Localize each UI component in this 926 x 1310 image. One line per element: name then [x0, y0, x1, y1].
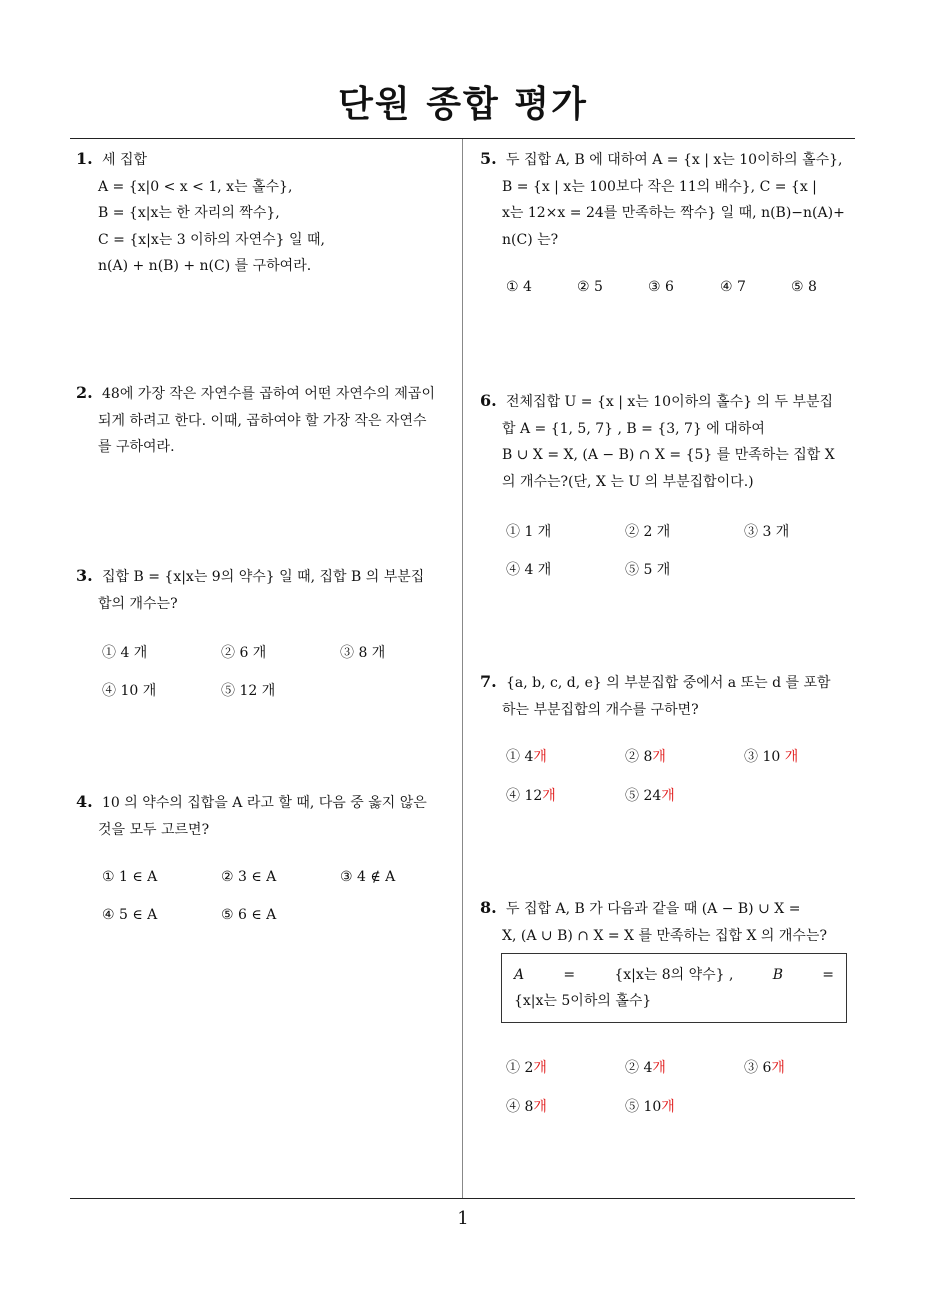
choice-3[interactable]: ③ 6 — [648, 279, 674, 295]
question-number: 1. — [76, 149, 93, 168]
question-number: 3. — [76, 566, 93, 585]
choice-4[interactable]: ④ 4 개 — [506, 562, 552, 578]
question-1 — [76, 146, 458, 280]
choice-1[interactable]: ① 4 개 — [102, 645, 148, 661]
choice-3[interactable]: ③ 6개 — [744, 1060, 785, 1076]
question-text: 의 개수는?(단, X 는 U 의 부분집합이다.) — [502, 473, 754, 490]
choice-2[interactable]: ② 5 — [577, 279, 603, 295]
set-b-label: B — [772, 967, 783, 983]
question-text: 되게 하려고 한다. 이때, 곱하여야 할 가장 작은 자연수 — [98, 412, 427, 429]
bottom-rule — [70, 1198, 855, 1199]
question-text: X, (A ∪ B) ∩ X = X 를 만족하는 집합 X 의 개수는? — [502, 927, 827, 944]
equals-sign: = — [563, 967, 576, 983]
choice-4[interactable]: ④ 8개 — [506, 1099, 547, 1115]
question-text: {a, b, c, d, e} 의 부분집합 중에서 a 또는 d 를 포함 — [506, 675, 831, 691]
question-text: B = {x|x는 한 자리의 짝수}, — [98, 205, 280, 221]
question-7 — [480, 669, 860, 723]
question-4 — [76, 789, 458, 843]
choice-1[interactable]: ① 2개 — [506, 1060, 547, 1076]
choice-2[interactable]: ② 8개 — [625, 749, 666, 765]
question-text: 집합 B = {x|x는 9의 약수} 일 때, 집합 B 의 부분집 — [102, 569, 425, 585]
question-text: x는 12×x = 24를 만족하는 짝수} 일 때, n(B)−n(A)+ — [502, 205, 845, 221]
question-text: 세 집합 — [102, 152, 148, 168]
choice-1[interactable]: ① 1 개 — [506, 524, 552, 540]
question-number: 5. — [480, 149, 497, 168]
question-text: B ∪ X = X, (A − B) ∩ X = {5} 를 만족하는 집합 X — [502, 447, 835, 463]
question-text: A = {x|0 < x < 1, x는 홀수}, — [98, 178, 293, 195]
question-text: n(C) 는? — [502, 231, 559, 248]
question-text: 합 A = {1, 5, 7} , B = {3, 7} 에 대하여 — [502, 420, 765, 437]
question-text: 전체집합 U = {x | x는 10이하의 홀수} 의 두 부분집 — [506, 394, 834, 410]
question-text: 를 구하여라. — [98, 439, 175, 455]
question-number: 2. — [76, 383, 93, 402]
question-text: 48에 가장 작은 자연수를 곱하여 어떤 자연수의 제곱이 — [102, 386, 435, 402]
choice-4[interactable]: ④ 7 — [720, 279, 746, 295]
choice-3[interactable]: ③ 3 개 — [744, 524, 790, 540]
question-8 — [480, 895, 860, 949]
choice-5[interactable]: ⑤ 6 ∈ A — [221, 907, 277, 923]
set-a-definition: {x|x는 8의 약수} , — [614, 967, 734, 983]
choice-2[interactable]: ② 4개 — [625, 1060, 666, 1076]
column-divider — [462, 139, 463, 1198]
set-a-label: A — [514, 967, 525, 983]
question-text: 두 집합 A, B 가 다음과 같을 때 (A − B) ∪ X = — [506, 901, 801, 917]
question-text: 합의 개수는? — [98, 595, 178, 612]
question-5 — [480, 146, 860, 253]
question-3 — [76, 563, 458, 617]
question-number: 8. — [480, 898, 497, 917]
choice-1[interactable]: ① 1 ∈ A — [102, 869, 158, 885]
equals-sign: = — [822, 967, 834, 983]
question-text: 두 집합 A, B 에 대하여 A = {x | x는 10이하의 홀수}, — [506, 152, 843, 168]
choice-5[interactable]: ⑤ 12 개 — [221, 683, 276, 699]
choice-5[interactable]: ⑤ 10개 — [625, 1099, 675, 1115]
choice-4[interactable]: ④ 5 ∈ A — [102, 907, 158, 923]
choice-1[interactable]: ① 4 — [506, 279, 532, 295]
question-text: 10 의 약수의 집합을 A 라고 할 때, 다음 중 옳지 않은 — [102, 795, 427, 811]
page-number: 1 — [457, 1208, 469, 1229]
choice-5[interactable]: ⑤ 5 개 — [625, 562, 671, 578]
question-text: 하는 부분집합의 개수를 구하면? — [502, 701, 699, 718]
page-title: 단원 종합 평가 — [338, 84, 588, 125]
choice-5[interactable]: ⑤ 24개 — [625, 788, 675, 804]
question-text: 것을 모두 고르면? — [98, 821, 210, 838]
choice-3[interactable]: ③ 4 ∉ A — [340, 869, 396, 885]
question-text: C = {x|x는 3 이하의 자연수} 일 때, — [98, 231, 325, 248]
choice-2[interactable]: ② 3 ∈ A — [221, 869, 277, 885]
choice-2[interactable]: ② 6 개 — [221, 645, 267, 661]
question-number: 6. — [480, 391, 497, 410]
question-number: 4. — [76, 792, 93, 811]
choice-4[interactable]: ④ 12개 — [506, 788, 556, 804]
choice-2[interactable]: ② 2 개 — [625, 524, 671, 540]
choice-3[interactable]: ③ 8 개 — [340, 645, 386, 661]
choice-4[interactable]: ④ 10 개 — [102, 683, 157, 699]
question-6 — [480, 388, 860, 495]
question-text: n(A) + n(B) + n(C) 를 구하여라. — [98, 258, 312, 274]
set-definition-box — [501, 953, 847, 1023]
choice-3[interactable]: ③ 10 개 — [744, 749, 799, 765]
question-text: B = {x | x는 100보다 작은 11의 배수}, C = {x | — [502, 178, 817, 195]
choice-1[interactable]: ① 4개 — [506, 749, 547, 765]
question-2 — [76, 380, 458, 461]
choice-5[interactable]: ⑤ 8 — [791, 279, 817, 295]
set-b-definition: {x|x는 5이하의 홀수} — [514, 993, 652, 1009]
question-number: 7. — [480, 672, 497, 691]
